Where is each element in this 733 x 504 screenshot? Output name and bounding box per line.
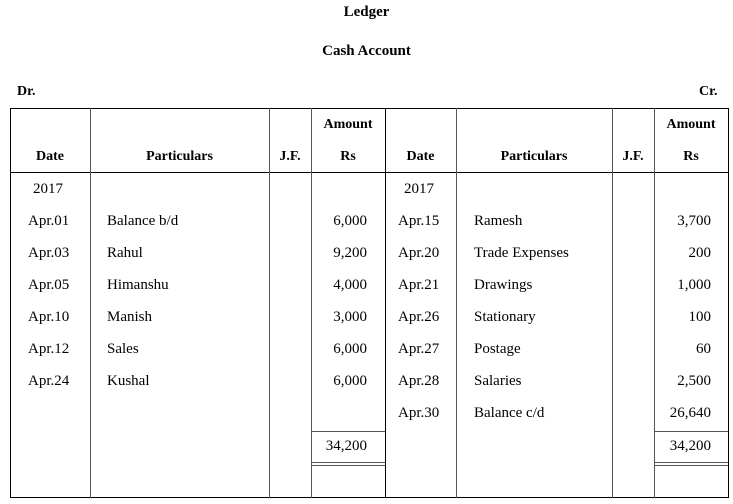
- header-rs-dr: Rs: [340, 149, 356, 164]
- credit-row-date: Apr.15: [398, 213, 440, 229]
- header-particulars-dr: Particulars: [146, 149, 213, 164]
- credit-row-particulars: Salaries: [474, 373, 522, 389]
- debit-row-date: Apr.10: [28, 309, 70, 325]
- credit-row-amount: 60: [696, 341, 711, 357]
- dr-label: Dr.: [17, 84, 36, 99]
- header-amount-cr: Amount: [666, 117, 716, 132]
- debit-year: 2017: [33, 181, 63, 197]
- header-jf-cr: J.F.: [622, 149, 644, 164]
- debit-row-amount: 6,000: [333, 341, 367, 357]
- credit-total: 34,200: [669, 438, 711, 454]
- debit-row-date: Apr.24: [28, 373, 70, 389]
- credit-year: 2017: [404, 181, 434, 197]
- header-jf-dr: J.F.: [279, 149, 301, 164]
- credit-row-particulars: Postage: [474, 341, 521, 357]
- credit-row-amount: 1,000: [677, 277, 711, 293]
- header-amount-dr: Amount: [323, 117, 373, 132]
- debit-row-particulars: Sales: [107, 341, 139, 357]
- debit-row-date: Apr.05: [28, 277, 70, 293]
- debit-row-particulars: Manish: [107, 309, 152, 325]
- account-title: Cash Account: [322, 43, 411, 59]
- ledger-title: Ledger: [343, 4, 390, 20]
- header-rs-cr: Rs: [683, 149, 699, 164]
- header-date-dr: Date: [36, 149, 64, 164]
- debit-row-date: Apr.01: [28, 213, 70, 229]
- credit-row-amount: 2,500: [677, 373, 711, 389]
- debit-row-amount: 4,000: [333, 277, 367, 293]
- credit-row-date: Apr.21: [398, 277, 440, 293]
- debit-row-amount: 9,200: [333, 245, 367, 261]
- credit-row-particulars: Ramesh: [474, 213, 523, 229]
- credit-row-amount: 3,700: [677, 213, 711, 229]
- credit-row-particulars: Stationary: [474, 309, 536, 325]
- credit-row-date: Apr.27: [398, 341, 440, 357]
- credit-row-date: Apr.20: [398, 245, 440, 261]
- debit-total: 34,200: [325, 438, 367, 454]
- credit-row-particulars: Balance c/d: [474, 405, 545, 421]
- credit-row-date: Apr.26: [398, 309, 440, 325]
- debit-row-amount: 6,000: [333, 373, 367, 389]
- debit-row-date: Apr.12: [28, 341, 70, 357]
- debit-row-particulars: Himanshu: [107, 277, 169, 293]
- credit-row-date: Apr.28: [398, 373, 440, 389]
- credit-row-amount: 26,640: [669, 405, 711, 421]
- debit-row-particulars: Balance b/d: [107, 213, 179, 229]
- debit-row-particulars: Rahul: [107, 245, 143, 261]
- debit-row-particulars: Kushal: [107, 373, 150, 389]
- cr-label: Cr.: [699, 84, 718, 99]
- header-particulars-cr: Particulars: [500, 149, 568, 164]
- credit-row-amount: 200: [688, 245, 711, 261]
- credit-row-particulars: Trade Expenses: [474, 245, 569, 261]
- credit-row-date: Apr.30: [398, 405, 440, 421]
- debit-row-date: Apr.03: [28, 245, 70, 261]
- credit-row-amount: 100: [688, 309, 711, 325]
- header-date-cr: Date: [406, 149, 435, 164]
- debit-row-amount: 6,000: [333, 213, 367, 229]
- credit-row-particulars: Drawings: [474, 277, 533, 293]
- debit-row-amount: 3,000: [333, 309, 367, 325]
